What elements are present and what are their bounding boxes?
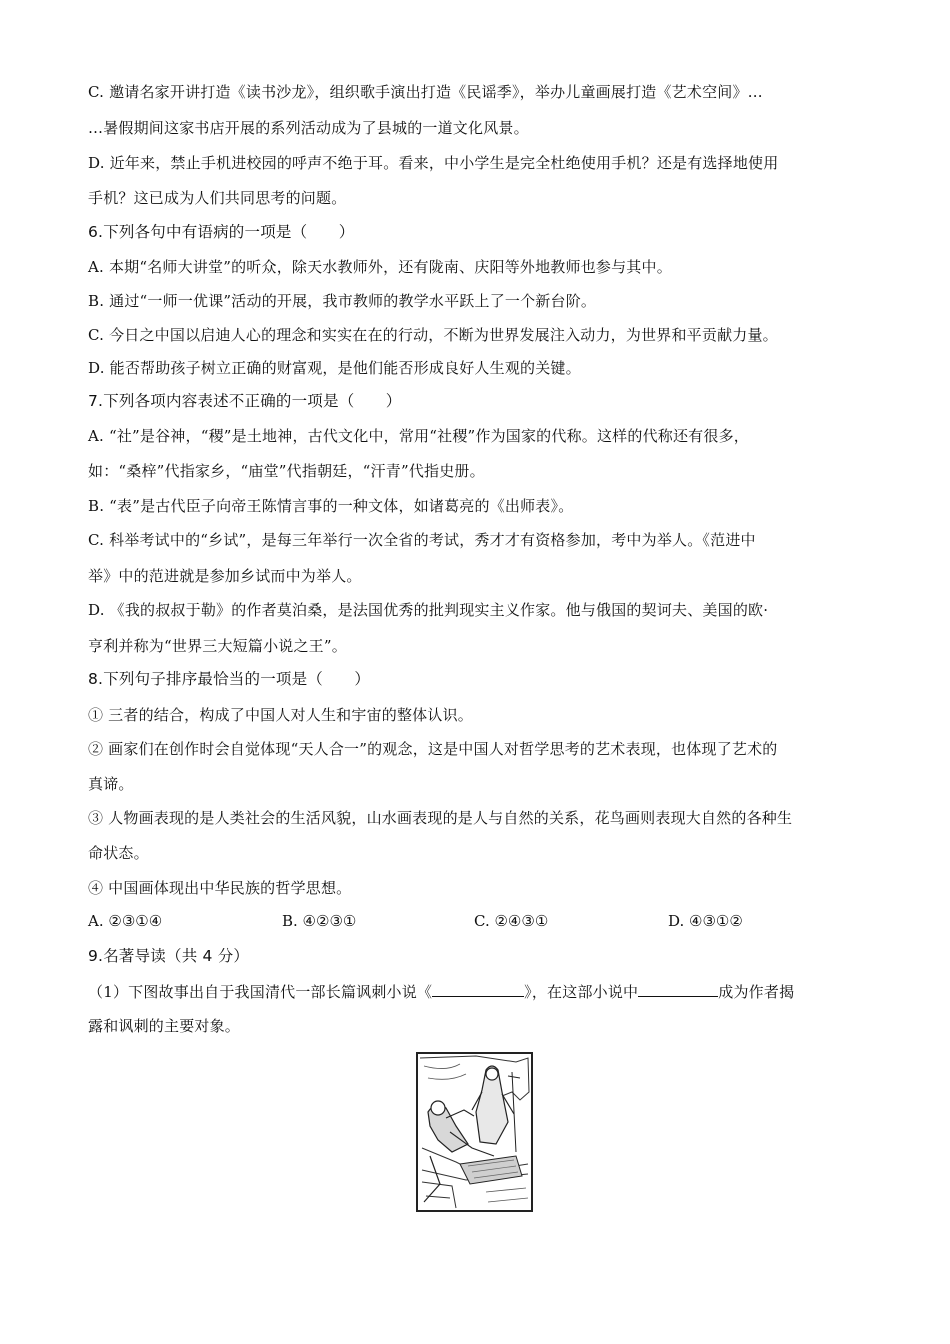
q7-option-a-line2: 如：“桑梓”代指家乡，“庙堂”代指朝廷，“汗青”代指史册。	[88, 462, 485, 480]
woodcut-illustration	[416, 1052, 533, 1212]
q7-option-d-line1: D. 《我的叔叔于勒》的作者莫泊桑，是法国优秀的批判现实主义作家。他与俄国的契诃夫、美国的欧·	[88, 601, 769, 619]
q6-stem: 6.下列各句中有语病的一项是（ ）	[88, 223, 355, 241]
q9-part1-text-c: 成为作者揭	[718, 983, 795, 1001]
q6-option-c: C. 今日之中国以启迪人心的理念和实实在在的行动，不断为世界发展注入动力，为世界和平贡献力量。	[88, 326, 778, 344]
q7-option-b: B. “表”是古代臣子向帝王陈情言事的一种文体，如诸葛亮的《出师表》。	[88, 497, 574, 515]
q7-option-c-line2: 举》中的范进就是参加乡试而中为举人。	[88, 567, 362, 585]
q8-options	[88, 912, 868, 934]
q6-option-b: B. 通过“一师一优课”活动的开展，我市教师的教学水平跃上了一个新台阶。	[88, 292, 597, 310]
q9-part1-line1	[88, 982, 862, 1002]
q8-stem: 8.下列句子排序最恰当的一项是（ ）	[88, 670, 371, 688]
q9-part1-text-a: （1）下图故事出自于我国清代一部长篇讽刺小说《	[88, 983, 433, 1001]
q9-part1-text-b: 》，在这部小说中	[524, 983, 639, 1001]
q8-sentence-2-line2: 真谛。	[88, 775, 134, 793]
q6-option-d: D. 能否帮助孩子树立正确的财富观，是他们能否形成良好人生观的关键。	[88, 359, 581, 377]
q8-sentence-2-line1: ② 画家们在创作时会自觉体现“天人合一”的观念，这是中国人对哲学思考的艺术表现，也体现了艺术的	[88, 740, 778, 758]
q8-sentence-3-line1: ③ 人物画表现的是人类社会的生活风貌，山水画表现的是人与自然的关系，花鸟画则表现大自然的各种生	[88, 809, 793, 827]
q5-option-c-line2: …暑假期间这家书店开展的系列活动成为了县城的一道文化风景。	[88, 119, 529, 137]
q9-part1-line2: 露和讽刺的主要对象。	[88, 1017, 241, 1035]
q5-option-c-line1: C. 邀请名家开讲打造《读书沙龙》，组织歌手演出打造《民谣季》，举办儿童画展打造《艺术空间》…	[88, 83, 763, 101]
q6-option-a: A. 本期“名师大讲堂”的听众，除天水教师外，还有陇南、庆阳等外地教师也参与其中。	[88, 258, 672, 276]
q7-option-d-line2: 亨利并称为“世界三大短篇小说之王”。	[88, 637, 347, 655]
q7-option-a-line1: A. “社”是谷神，“稷”是土地神，古代文化中，常用“社稷”作为国家的代称。这样的代称还有很多，	[88, 427, 749, 445]
q5-option-d-line1: D. 近年来，禁止手机进校园的呼声不绝于耳。看来，中小学生是完全杜绝使用手机？还是有选择地使用	[88, 154, 779, 172]
novel-title-blank	[432, 982, 524, 997]
q8-option-a: A. ②③①④	[88, 912, 163, 930]
q8-sentence-3-line2: 命状态。	[88, 844, 149, 862]
q8-sentence-4: ④ 中国画体现出中华民族的哲学思想。	[88, 879, 352, 897]
target-group-blank	[638, 982, 718, 997]
q8-option-c: C. ②④③①	[474, 912, 549, 930]
q5-option-d-line2: 手机？这已成为人们共同思考的问题。	[88, 189, 347, 207]
q9-stem: 9.名著导读（共 4 分）	[88, 947, 250, 965]
q8-sentence-1: ① 三者的结合，构成了中国人对人生和宇宙的整体认识。	[88, 706, 473, 724]
q8-option-d: D. ④③①②	[668, 912, 743, 930]
q8-option-b: B. ④②③①	[282, 912, 357, 930]
q7-option-c-line1: C. 科举考试中的“乡试”，是每三年举行一次全省的考试，秀才才有资格参加，考中为举人。《范进中	[88, 531, 756, 549]
q7-stem: 7.下列各项内容表述不正确的一项是（ ）	[88, 392, 402, 410]
